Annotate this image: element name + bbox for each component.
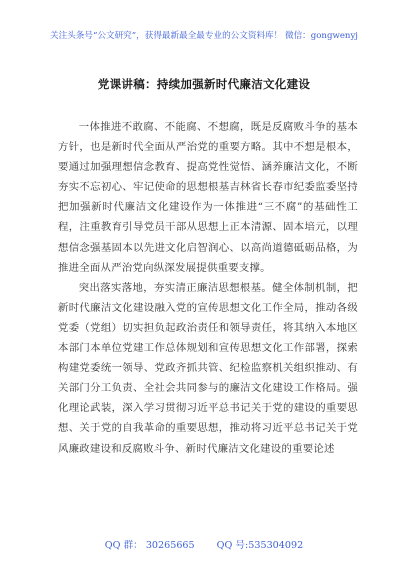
qq-number: QQ 号:535304092 bbox=[216, 540, 304, 551]
footer-contact bbox=[0, 537, 408, 551]
header-note: 关注头条号“公文研究”，获得最新最全最专业的公文资料库！ 微信：gongwenyj bbox=[50, 31, 358, 41]
document-body bbox=[58, 117, 358, 459]
document-title: 党课讲稿：持续加强新时代廉洁文化建设 bbox=[97, 77, 311, 91]
paragraph-1: 一体推进不敢腐、不能腐、不想腐，既是反腐败斗争的基本方针，也是新时代全面从严治党的重要方略。其中不想是根本，要通过加强理想信念教育、提高党性觉悟、涵养廉洁文化，不断夯实不忘初心、牢记使命的思想根基吉林省长春市纪委监委坚持把加强新时代廉洁文化建设作为一体推进“三不腐”的基础性工程，注重教育引导党员干部从思想上正本清源、固本培元，以理想信念强基固本以先进文化启智润心、以高尚道德砥砺品格，为推进全面从严治党向纵深发展提供重要支撑。 bbox=[58, 121, 358, 274]
qq-group-number: QQ 群： 30265665 bbox=[104, 540, 195, 551]
paragraph-2: 突出落实落地，夯实清正廉洁思想根基。健全体制机制，把新时代廉洁文化建设融入党的宣传思想文化工作全局，推动各级党委（党组）切实担负起政治责任和领导责任，将其纳入本地区本部门本单位党建工作总体规划和宣传思想文化工作部署，探索构建党委统一领导、党政齐抓共管、纪检监察机关组织推动、有关部门分工负责、全社会共同参与的廉洁文化建设工作格局。强化理论武装，深入学习贯彻习近平总书记关于党的建设的重要思想、关于党的自我革命的重要思想，推动将习近平总书记关于党风廉政建设和反腐败斗争、新时代廉洁文化建设的重要论述 bbox=[58, 281, 358, 455]
